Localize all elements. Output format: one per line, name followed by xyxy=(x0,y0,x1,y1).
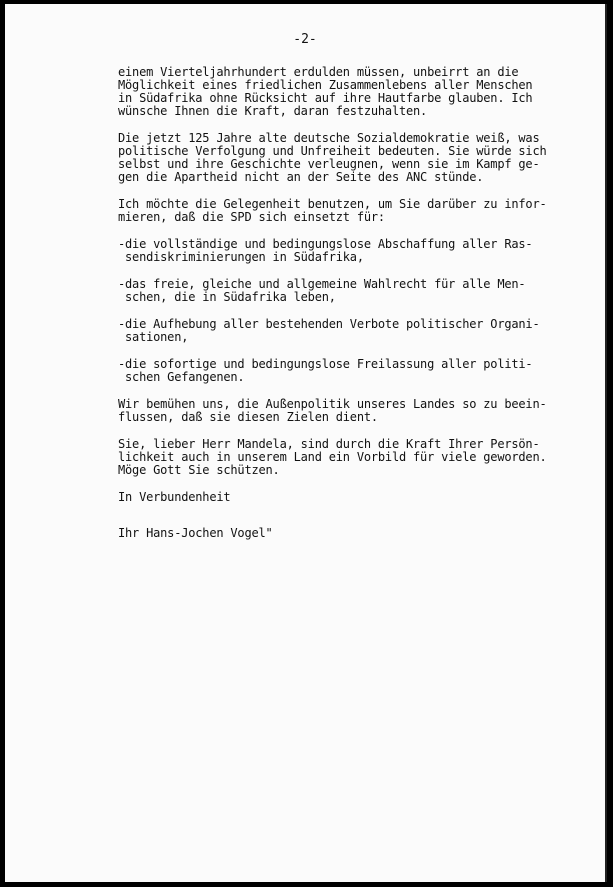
list-item-suffrage: -das freie, gleiche und allgemeine Wahlrecht für alle Men- schen, die in Südafrika leben, xyxy=(118,277,526,304)
letter-body xyxy=(118,66,578,563)
list-item-abolition: -die vollständige und bedingungslose Abschaffung aller Ras- sendiskriminierungen in Südafrika, xyxy=(118,237,533,264)
document-page xyxy=(5,4,607,882)
paragraph-foreign-policy: Wir bemühen uns, die Außenpolitik unseres Landes so zu beein- flussen, daß sie diesen Zielen dient. xyxy=(118,397,547,424)
signature: Ihr Hans-Jochen Vogel" xyxy=(118,526,273,540)
paragraph-sozialdemokratie: Die jetzt 125 Jahre alte deutsche Sozialdemokratie weiß, was politische Verfolgung und Unfreiheit bedeuten. Sie würde sich selbst und ihre Geschichte verleugnen, wenn sie im Kampf ge- gen die Apartheid nicht an der Seite des ANC stünde. xyxy=(118,131,547,184)
paragraph-personal-address: Sie, lieber Herr Mandela, sind durch die Kraft Ihrer Persön- lichkeit auch in unserem Land ein Vorbild für viele geworden. Möge Gott Sie schützen. xyxy=(118,437,547,477)
paragraph-intro: einem Vierteljahrhundert erdulden müssen, unbeirrt an die Möglichkeit eines friedlichen Zusammenlebens aller Menschen in Südafrika ohne Rücksicht auf ihre Hautfarbe glauben. Ich wünsche Ihnen die Kraft, daran festzuhalten. xyxy=(118,65,533,118)
list-item-release-prisoners: -die sofortige und bedingungslose Freilassung aller politi- schen Gefangenen. xyxy=(118,357,533,384)
salutation: In Verbundenheit xyxy=(118,490,231,504)
list-item-ban-lifting: -die Aufhebung aller bestehenden Verbote politischer Organi- sationen, xyxy=(118,317,540,344)
page-number: -2- xyxy=(293,32,317,47)
paragraph-spd-commitment: Ich möchte die Gelegenheit benutzen, um Sie darüber zu infor- mieren, daß die SPD sich einsetzt für: xyxy=(118,197,547,224)
